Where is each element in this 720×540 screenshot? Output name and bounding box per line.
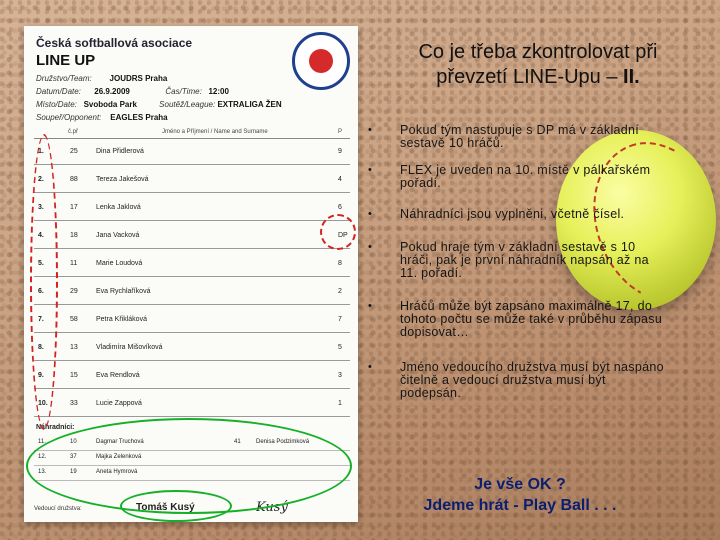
checklist-item: • Pokud hraje tým v základní sestavě s 10 hráči, pak je první náhradník napsán až na 11. pořadí.	[368, 241, 668, 280]
slide-title	[378, 40, 698, 90]
lineup-cell-num: 88	[70, 176, 78, 183]
subs-title: Náhradníci:	[36, 424, 75, 431]
sub-cell-name: Majka Zelenková	[96, 454, 142, 460]
checklist-item: • Jméno vedoucího družstva musí být naspáno čitelně a vedoucí družstva musí být podepsán.	[368, 361, 668, 400]
lineup-row	[34, 364, 350, 389]
lineup-row	[34, 392, 350, 417]
lineup-cell-num: 13	[70, 344, 78, 351]
dp-highlight-ring	[320, 214, 356, 250]
coach-signature: Kusý	[256, 500, 288, 515]
lineup-cell-name: Eva Rychlaříková	[96, 288, 151, 295]
closing-line1: Je vše OK ?	[474, 476, 566, 493]
lineup-cell-num: 33	[70, 400, 78, 407]
lineup-cell-num: 29	[70, 288, 78, 295]
lineup-cell-name: Vladimíra Mišovíková	[96, 344, 163, 351]
closing-line2: Jdeme hrát - Play Ball . . .	[423, 497, 617, 514]
lineup-cell-num: 18	[70, 232, 78, 239]
lineup-row	[34, 280, 350, 305]
lineup-cell-name: Dina Přidlerová	[96, 148, 144, 155]
lineup-cell-name: Petra Křikláková	[96, 316, 147, 323]
lineup-row	[34, 196, 350, 221]
sheet-opponent-line: Soupeř/Opponent: EAGLES Praha	[36, 113, 168, 122]
sub-cell-num: 19	[70, 469, 77, 475]
lineup-cell-num: 15	[70, 372, 78, 379]
checklist-item: • Pokud tým nastupuje s DP má v základní sestavě 10 hráčů.	[368, 124, 668, 150]
lineup-cell-name: Marie Loudová	[96, 260, 143, 267]
lineup-cell-name: Tereza Jakešová	[96, 176, 149, 183]
lineup-row	[34, 224, 350, 249]
lineup-row	[34, 168, 350, 193]
checklist-item: • Náhradníci jsou vyplněni, včetně čísel.	[368, 208, 668, 221]
sub-cell-num: 37	[70, 454, 77, 460]
lineup-cell-name: Lenka Jaklová	[96, 204, 141, 211]
sheet-doc-title: LINE UP	[36, 52, 96, 69]
coach-label: Vedoucí družstva:	[34, 506, 82, 512]
checklist-item: • Hráčů může být zapsáno maximálně 17, do tohoto počtu se může také v průběhu zápasu dopisovat…	[368, 300, 668, 339]
csa-logo-icon	[292, 32, 350, 90]
lineup-cell-no: 6.	[38, 288, 44, 295]
lineup-cell-name: Eva Rendlová	[96, 372, 140, 379]
closing-text	[380, 474, 660, 516]
lineup-row	[34, 252, 350, 277]
lineup-cell-no: 4.	[38, 232, 44, 239]
sheet-date-line: Datum/Date: 26.9.2009 Čas/Time: 12:00	[36, 87, 229, 96]
sub-cell-num: 10	[70, 439, 77, 445]
sub-cell-no: 11.	[38, 439, 46, 445]
lineup-row	[34, 336, 350, 361]
sheet-place-line: Místo/Date: Svoboda Park Soutěž/League: EXTRALIGA ŽEN	[36, 100, 282, 109]
coach-name: Tomáš Kusý	[136, 502, 195, 513]
lineup-cell-pos: DP	[338, 232, 348, 239]
lineup-cell-num: 11	[70, 260, 78, 267]
slide-title-line1: Co je třeba zkontrolovat při	[418, 41, 658, 63]
lineup-cell-no: 7.	[38, 316, 44, 323]
lineup-cell-pos: 7	[338, 316, 342, 323]
lineup-cell-name: Lucie Zappová	[96, 400, 142, 407]
lineup-cell-num: 17	[70, 204, 78, 211]
coach-highlight-ring	[120, 490, 232, 522]
lineup-cell-num: 58	[70, 316, 78, 323]
sub-cell-name: Aneta Hymrová	[96, 469, 138, 475]
lineup-cell-num: 25	[70, 148, 78, 155]
sheet-org-name: Česká softballová asociace	[36, 36, 193, 50]
lineup-cell-pos: 2	[338, 288, 342, 295]
sub-cell-name: Dagmar Truchová	[96, 439, 144, 445]
lineup-cell-no: 10.	[38, 400, 48, 407]
lineup-cell-pos: 5	[338, 344, 342, 351]
lineup-cell-pos: 1	[338, 400, 342, 407]
sub-cell-extra-name: Denisa Podzimková	[256, 439, 310, 445]
lineup-table-header: č.př Jméno a Příjmení / Name and Surname P	[34, 128, 350, 139]
sub-cell-extra-no: 41	[234, 439, 241, 445]
lineup-cell-no: 1.	[38, 148, 44, 155]
lineup-sheet-image	[24, 26, 358, 522]
lineup-cell-name: Jana Vacková	[96, 232, 140, 239]
checklist-bullets	[368, 124, 668, 400]
lineup-cell-pos: 3	[338, 372, 342, 379]
lineup-cell-pos: 4	[338, 176, 342, 183]
lineup-cell-no: 5.	[38, 260, 44, 267]
sheet-team-line: Družstvo/Team: JOUDRS Praha	[36, 74, 168, 83]
checklist-item: • FLEX je uveden na 10. místě v pálkařském pořadí.	[368, 164, 668, 190]
lineup-row	[34, 140, 350, 165]
lineup-cell-pos: 9	[338, 148, 342, 155]
lineup-cell-pos: 8	[338, 260, 342, 267]
lineup-cell-pos: 6	[338, 204, 342, 211]
lineup-cell-no: 9.	[38, 372, 44, 379]
sub-cell-no: 12.	[38, 454, 47, 460]
lineup-cell-no: 3.	[38, 204, 44, 211]
slide-title-line2: převzetí LINE-Upu – II.	[436, 66, 640, 88]
batting-order-highlight-ring	[30, 134, 58, 430]
sub-cell-no: 13.	[38, 469, 47, 475]
lineup-cell-no: 2.	[38, 176, 44, 183]
lineup-cell-no: 8.	[38, 344, 44, 351]
lineup-row	[34, 308, 350, 333]
